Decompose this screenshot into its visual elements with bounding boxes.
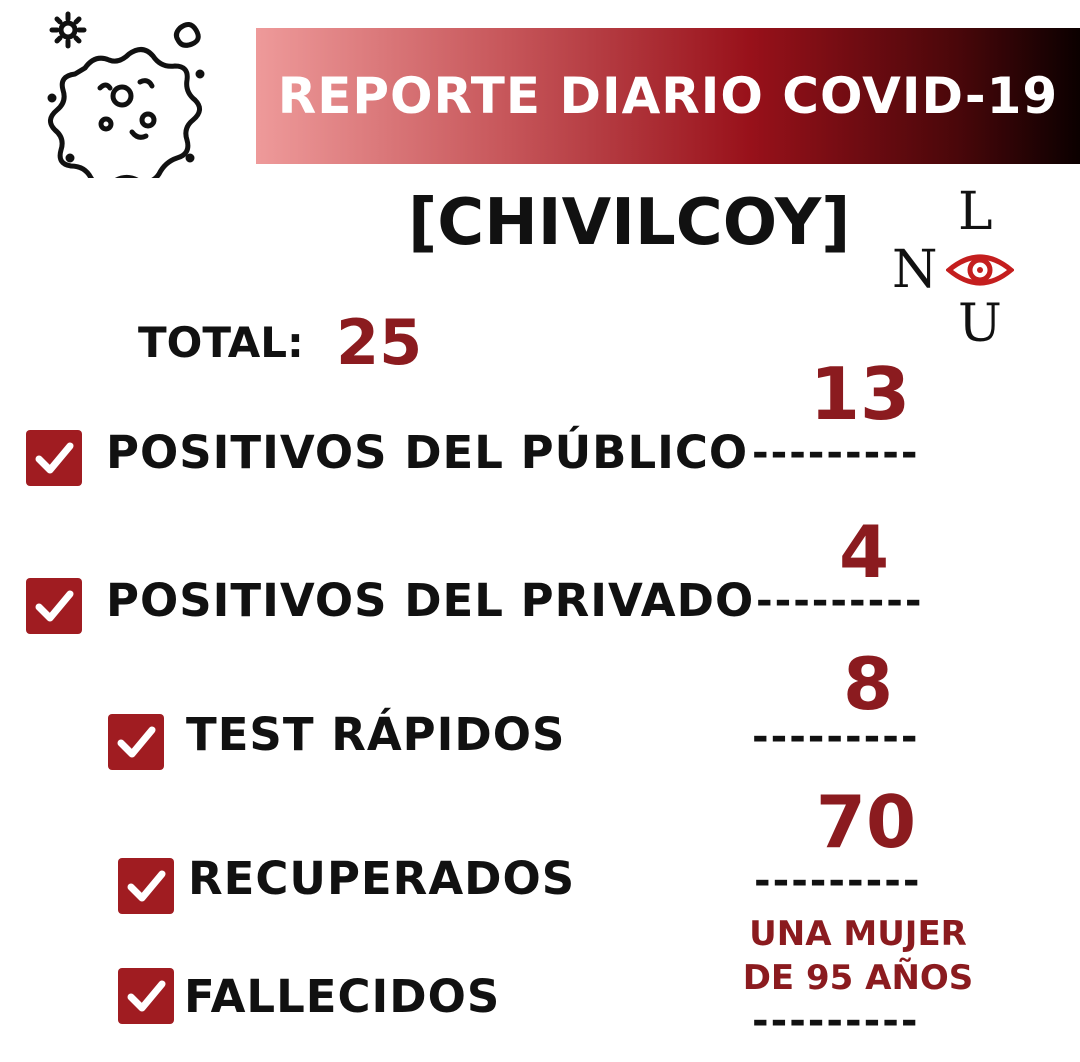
positivos-publico-value: 13: [809, 352, 911, 436]
positivos-privado-label: POSITIVOS DEL PRIVADO: [106, 574, 755, 627]
eye-icon: [946, 250, 1014, 290]
total-value: 25: [336, 306, 423, 379]
fallecidos-note-line2: DE 95 AÑOS: [742, 958, 974, 998]
location-title: [CHIVILCOY]: [408, 186, 851, 260]
positivos-privado-value: 4: [838, 510, 890, 594]
recuperados-value: 70: [815, 780, 917, 864]
checkbox-checked-icon: [118, 858, 174, 914]
recuperados-label: RECUPERADOS: [188, 852, 576, 905]
fallecidos-note-line1: UNA MUJER: [749, 914, 967, 954]
logo-letter-l: L: [958, 182, 993, 242]
logo: [888, 184, 1018, 354]
virus-icon: [40, 8, 210, 178]
header-banner: [256, 28, 1080, 164]
checkbox-checked-icon: [26, 578, 82, 634]
test-rapidos-dashes: ---------: [752, 714, 920, 760]
fallecidos-note: [738, 912, 978, 1000]
fallecidos-label: FALLECIDOS: [184, 970, 501, 1023]
total-label: TOTAL:: [138, 318, 304, 367]
checkbox-checked-icon: [108, 714, 164, 770]
logo-letter-u: U: [958, 294, 1002, 354]
logo-letter-n: N: [892, 240, 938, 300]
test-rapidos-value: 8: [842, 642, 894, 726]
recuperados-dashes: ---------: [754, 858, 922, 904]
positivos-publico-dashes: ---------: [752, 430, 920, 476]
checkbox-checked-icon: [118, 968, 174, 1024]
positivos-privado-dashes: ---------: [756, 578, 924, 624]
fallecidos-dashes: ---------: [752, 998, 920, 1044]
banner-title: REPORTE DIARIO COVID-19: [277, 67, 1059, 125]
positivos-publico-label: POSITIVOS DEL PÚBLICO: [106, 426, 749, 479]
test-rapidos-label: TEST RÁPIDOS: [186, 708, 566, 761]
checkbox-checked-icon: [26, 430, 82, 486]
